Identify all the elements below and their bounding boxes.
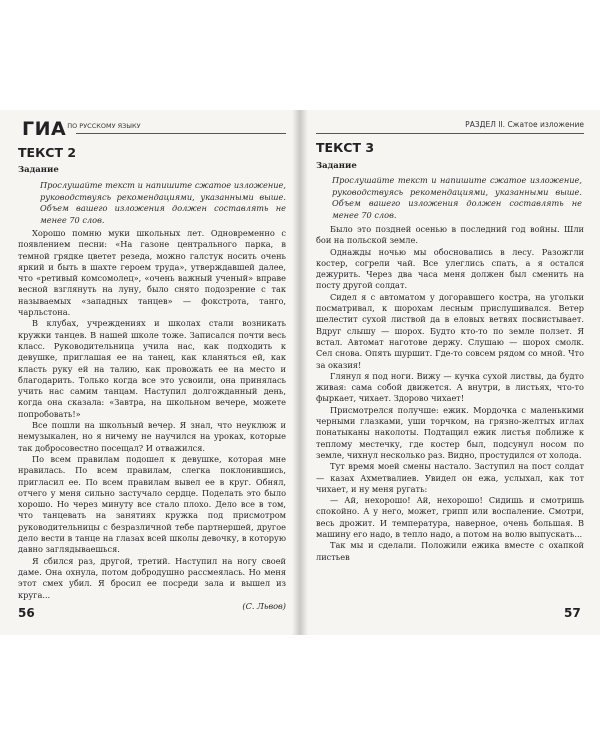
paragraph: В клубах, учреждениях и школах стали возникать кружки танцев. В нашей школе тоже. Записался почти весь класс. Руководительница учила нас, как подходить к девушке, приглашая ее на танец, как кланяться ей, как класть руку ей на талию, как провожать ее на место и благодарить. Только когда все это усвоили, она принялась учить нас самим танцам. Наступил долгожданный день, когда она сказала: «Завтра, на школьном вечере, можете попробовать!» [18, 318, 286, 419]
text-title: ТЕКСТ 2 [18, 145, 77, 160]
paragraph: Все пошли на школьный вечер. Я знал, что неуклюж и немузыкален, но я ничему не научился на уроках, которые так добросовестно посещал? И отважился. [18, 420, 286, 453]
task-label: Задание [18, 165, 59, 175]
section-header: РАЗДЕЛ II. Сжатое изложение [465, 120, 584, 129]
body-text [18, 228, 286, 612]
task-label: Задание [316, 161, 357, 171]
left-page [0, 110, 298, 635]
page-number: 57 [564, 606, 581, 620]
author: (С. Львов) [242, 600, 286, 611]
header-rule [316, 133, 584, 134]
header-gia: ГИА [22, 118, 67, 140]
paragraph: Я сбился раз, другой, третий. Наступил на ногу своей даме. Она охнула, потом добродушно рассмеялась. Но меня этот смех убил. Я бросил ее посреди зала и вышел из круга... [18, 555, 286, 600]
book-gutter [292, 110, 308, 635]
text-title: ТЕКСТ 3 [316, 140, 375, 155]
paragraph: Тут время моей смены настало. Заступил на пост солдат — казах Ахметвалиев. Увидел он ежа, услыхал, как тот чихает, и ну меня ругать: [316, 461, 584, 494]
body-text [316, 224, 584, 563]
paragraph: Хорошо помню муки школьных лет. Одновременно с появлением песни: «На газоне центрального парка, в темной грядке цветет резеда, можно галстук носить очень яркий и быть в шахте героем труда», утверждавшей далее, что «ретивый комсомолец», «очень важный ученый» вправе весной взглянуть на луну, было снято подозрение с так называемых «западных танцев» — фокстрота, танго, чарльстона. [18, 228, 286, 318]
book-spread [0, 110, 600, 635]
header-subject: ПО РУССКОМУ ЯЗЫКУ [67, 122, 141, 130]
paragraph: Так мы и сделали. Положили ежика вместе с охапкой листьев [316, 540, 584, 562]
paragraph: Сидел я с автоматом у догоравшего костра, на угольки посматривал, к шорохам лесным прислушивался. Ветер шелестит сухой листвой да в еловых ветвях посвистывает. Вдруг слышу — шорох. Будто кто-то по земле ползет. Я встал. Автомат наготове держу. Слушаю — шорох смолк. Сел снова. Опять шуршит. Где-то совсем рядом со мной. Что за оказия! [316, 291, 584, 370]
right-page [302, 110, 600, 635]
task-text: Прослушайте текст и напишите сжатое изложение, руководствуясь рекомендациями, указанными выше. Объем вашего изложения должен составлять не менее 70 слов. [40, 180, 286, 225]
paragraph: — Ай, нехорошо! Ай, нехорошо! Сидишь и смотришь спокойно. А у него, может, грипп или воспаление. Смотри, весь дрожит. И температура, наверное, очень большая. В машину его надо, в тепло надо, а потом на волю выпускать... [316, 495, 584, 540]
page-number: 56 [18, 606, 35, 620]
paragraph: Однажды ночью мы обосновались в лесу. Разожгли костер, согрели чай. Все улеглись спать, а я остался дежурить. Через два часа меня должен был сменить на посту другой солдат. [316, 246, 584, 291]
paragraph: Глянул я под ноги. Вижу — кучка сухой листвы, да будто живая: сама собой движется. А внутри, в листьях, что-то фыркает, чихает. Здорово чихает! [316, 370, 584, 404]
header-rule [76, 133, 286, 134]
paragraph: По всем правилам подошел к девушке, которая мне нравилась. По всем правилам, слегка поклонившись, пригласил ее. По всем правилам вывел ее в круг. Обнял, отчего у меня сильно застучало сердце. Поделать это было хорошо. Но через минуту все стало плохо. Дело все в том, что танцевать на занятиях кружка под присмотром руководительницы с безразличной тебе партнершей, другое дело вести в танце на глазах всей школы девочку, в которую давно заглядываешься. [18, 453, 286, 555]
paragraph: Присмотрелся получше: ежик. Мордочка с маленькими черными глазками, уши торчком, на грязно-желтых иглах понатыканы наколоты. Подтащил ежик листья поближе к теплому местечку, где костер был, подсунул носом по земле, чихнул несколько раз. Видно, простудился от холода. [316, 404, 584, 460]
task-text: Прослушайте текст и напишите сжатое изложение, руководствуясь рекомендациями, указанными выше. Объем вашего изложения должен составлять не менее 70 слов. [332, 175, 582, 220]
paragraph: Было это поздней осенью в последний год войны. Шли бои на польской земле. [316, 224, 584, 246]
left-header [22, 118, 141, 140]
